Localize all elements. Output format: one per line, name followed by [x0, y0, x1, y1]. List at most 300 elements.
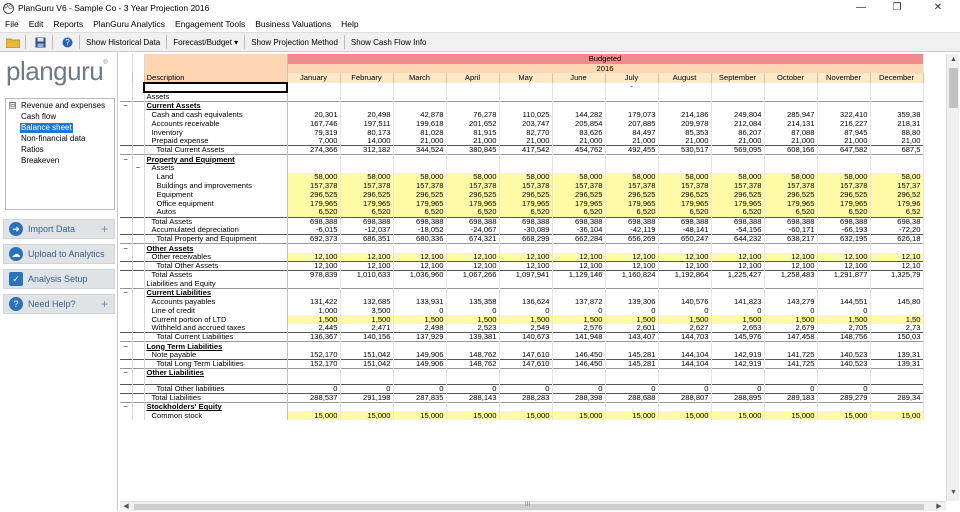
value-cell[interactable] [340, 378, 393, 385]
tree-expander-icon[interactable]: ⊟ [10, 102, 16, 109]
collapse-toggle-icon[interactable] [132, 146, 144, 155]
value-cell[interactable] [764, 244, 817, 253]
value-cell[interactable] [817, 280, 870, 289]
collapse-toggle-icon[interactable] [120, 92, 132, 102]
value-cell[interactable]: 12,100 [605, 253, 658, 262]
row-description[interactable]: Total Property and Equipment [144, 235, 287, 244]
month-header[interactable]: December [870, 73, 923, 83]
value-cell[interactable]: 0 [764, 385, 817, 394]
value-cell[interactable]: 179,965 [499, 199, 552, 208]
value-cell[interactable] [552, 280, 605, 289]
collapse-toggle-icon[interactable] [132, 411, 144, 420]
value-cell[interactable] [287, 101, 340, 110]
value-cell[interactable] [552, 378, 605, 385]
row-description[interactable]: Land [144, 173, 287, 182]
value-cell[interactable]: 2,627 [658, 324, 711, 333]
scroll-left-arrow-icon[interactable]: ◀ [123, 503, 129, 510]
value-cell[interactable] [605, 403, 658, 412]
cell[interactable] [287, 83, 340, 92]
value-cell[interactable]: 88,80 [870, 128, 923, 137]
value-cell[interactable]: 0 [711, 385, 764, 394]
collapse-toggle-icon[interactable] [120, 146, 132, 155]
value-cell[interactable]: 20,301 [287, 110, 340, 119]
tree-item-ratios[interactable]: Ratios [21, 145, 44, 154]
value-cell[interactable]: 140,673 [499, 333, 552, 342]
value-cell[interactable]: 0 [287, 385, 340, 394]
collapse-toggle-icon[interactable] [132, 119, 144, 128]
active-cell[interactable] [144, 83, 287, 92]
vertical-scroll-thumb[interactable] [949, 68, 958, 108]
collapse-toggle-icon[interactable] [132, 271, 144, 280]
value-cell[interactable]: 698,388 [393, 217, 446, 226]
value-cell[interactable]: 151,042 [340, 360, 393, 369]
value-cell[interactable]: 148,762 [446, 360, 499, 369]
collapse-toggle-icon[interactable] [132, 101, 144, 110]
value-cell[interactable]: 569,095 [711, 146, 764, 155]
close-button[interactable]: ✕ [933, 2, 943, 13]
value-cell[interactable] [658, 244, 711, 253]
value-cell[interactable]: 12,100 [658, 253, 711, 262]
value-cell[interactable] [552, 155, 605, 164]
value-cell[interactable]: 179,96 [870, 199, 923, 208]
value-cell[interactable]: 214,131 [764, 119, 817, 128]
row-description[interactable]: Equipment [144, 190, 287, 199]
value-cell[interactable] [287, 280, 340, 289]
value-cell[interactable] [605, 280, 658, 289]
value-cell[interactable] [393, 342, 446, 351]
collapse-toggle-icon[interactable] [120, 315, 132, 324]
value-cell[interactable]: 1,500 [499, 315, 552, 324]
value-cell[interactable] [287, 369, 340, 378]
value-cell[interactable]: 289,183 [764, 394, 817, 403]
collapse-toggle-icon[interactable] [120, 110, 132, 119]
value-cell[interactable]: 21,000 [658, 137, 711, 146]
value-cell[interactable] [499, 369, 552, 378]
value-cell[interactable] [711, 164, 764, 173]
value-cell[interactable]: 3,500 [340, 306, 393, 315]
row-description[interactable]: Note payable [144, 351, 287, 360]
value-cell[interactable]: 21,000 [446, 137, 499, 146]
value-cell[interactable] [393, 244, 446, 253]
value-cell[interactable]: 296,525 [552, 190, 605, 199]
value-cell[interactable]: 0 [817, 385, 870, 394]
value-cell[interactable]: 312,182 [340, 146, 393, 155]
open-folder-button[interactable] [4, 35, 22, 50]
month-header[interactable]: August [658, 73, 711, 83]
value-cell[interactable]: 0 [764, 306, 817, 315]
collapse-toggle-icon[interactable] [120, 199, 132, 208]
value-cell[interactable]: 179,965 [817, 199, 870, 208]
value-cell[interactable] [870, 155, 923, 164]
value-cell[interactable]: 296,525 [605, 190, 658, 199]
value-cell[interactable] [817, 403, 870, 412]
value-cell[interactable] [393, 288, 446, 297]
collapse-toggle-icon[interactable] [132, 110, 144, 119]
value-cell[interactable]: 152,170 [287, 360, 340, 369]
value-cell[interactable]: -30,089 [499, 226, 552, 235]
value-cell[interactable]: 698,38 [870, 217, 923, 226]
collapse-toggle-icon[interactable] [132, 288, 144, 297]
value-cell[interactable] [711, 342, 764, 351]
value-cell[interactable]: 87,945 [817, 128, 870, 137]
collapse-toggle-icon[interactable]: − [120, 403, 132, 412]
value-cell[interactable]: 76,278 [446, 110, 499, 119]
value-cell[interactable] [711, 378, 764, 385]
value-cell[interactable] [552, 288, 605, 297]
value-cell[interactable]: 139,306 [605, 297, 658, 306]
collapse-toggle-icon[interactable] [120, 262, 132, 271]
value-cell[interactable] [605, 244, 658, 253]
value-cell[interactable]: 698,388 [287, 217, 340, 226]
value-cell[interactable] [287, 164, 340, 173]
value-cell[interactable]: 288,688 [605, 394, 658, 403]
value-cell[interactable] [499, 101, 552, 110]
value-cell[interactable]: 85,353 [658, 128, 711, 137]
description-header[interactable]: Description [144, 73, 287, 83]
collapse-toggle-icon[interactable] [120, 306, 132, 315]
value-cell[interactable]: 0 [658, 306, 711, 315]
value-cell[interactable]: 144,703 [658, 333, 711, 342]
value-cell[interactable]: 15,000 [658, 411, 711, 420]
collapse-toggle-icon[interactable] [132, 280, 144, 289]
month-header[interactable]: April [446, 73, 499, 83]
value-cell[interactable]: 0 [393, 385, 446, 394]
collapse-toggle-icon[interactable] [132, 199, 144, 208]
cell[interactable] [711, 83, 764, 92]
value-cell[interactable]: 139,381 [446, 333, 499, 342]
value-cell[interactable]: 1,500 [764, 315, 817, 324]
value-cell[interactable]: 58,000 [340, 173, 393, 182]
collapse-toggle-icon[interactable] [132, 369, 144, 378]
value-cell[interactable]: 197,511 [340, 119, 393, 128]
value-cell[interactable] [499, 342, 552, 351]
collapse-toggle-icon[interactable]: − [120, 155, 132, 164]
value-cell[interactable]: 2,576 [552, 324, 605, 333]
cell[interactable] [764, 83, 817, 92]
value-cell[interactable] [711, 369, 764, 378]
row-description[interactable]: Buildings and improvements [144, 182, 287, 191]
value-cell[interactable]: 179,965 [287, 199, 340, 208]
value-cell[interactable]: 141,823 [711, 297, 764, 306]
collapse-toggle-icon[interactable] [120, 324, 132, 333]
value-cell[interactable]: 58,000 [658, 173, 711, 182]
collapse-toggle-icon[interactable]: − [120, 288, 132, 297]
row-description[interactable]: Total Liabilities [144, 394, 287, 403]
value-cell[interactable]: 136,367 [287, 333, 340, 342]
value-cell[interactable]: 135,358 [446, 297, 499, 306]
collapse-toggle-icon[interactable]: − [132, 164, 144, 173]
value-cell[interactable] [764, 280, 817, 289]
value-cell[interactable] [817, 164, 870, 173]
value-cell[interactable]: 15,00 [870, 411, 923, 420]
value-cell[interactable]: 686,351 [340, 235, 393, 244]
value-cell[interactable] [499, 378, 552, 385]
value-cell[interactable] [658, 164, 711, 173]
value-cell[interactable]: 288,283 [499, 394, 552, 403]
value-cell[interactable]: 110,025 [499, 110, 552, 119]
value-cell[interactable]: 20,498 [340, 110, 393, 119]
value-cell[interactable]: 58,000 [446, 173, 499, 182]
value-cell[interactable]: 291,198 [340, 394, 393, 403]
maximize-button[interactable]: ❐ [892, 2, 902, 13]
value-cell[interactable]: 12,10 [870, 253, 923, 262]
value-cell[interactable]: 157,378 [658, 182, 711, 191]
expand-plus-icon[interactable]: + [100, 222, 108, 236]
value-cell[interactable]: 12,100 [552, 262, 605, 271]
value-cell[interactable]: 2,445 [287, 324, 340, 333]
month-header[interactable]: March [393, 73, 446, 83]
value-cell[interactable] [711, 288, 764, 297]
value-cell[interactable]: 148,762 [446, 351, 499, 360]
value-cell[interactable] [340, 244, 393, 253]
value-cell[interactable]: 144,551 [817, 297, 870, 306]
value-cell[interactable] [446, 342, 499, 351]
value-cell[interactable]: 1,50 [870, 315, 923, 324]
value-cell[interactable]: 58,000 [817, 173, 870, 182]
value-cell[interactable]: 1,225,427 [711, 271, 764, 280]
value-cell[interactable]: 139,31 [870, 360, 923, 369]
forecast-budget-dropdown[interactable]: Forecast/Budget ▾ [173, 37, 239, 47]
value-cell[interactable]: 140,523 [817, 351, 870, 360]
value-cell[interactable]: 0 [658, 385, 711, 394]
analysis-setup-button[interactable] [3, 269, 115, 289]
value-cell[interactable]: 137,929 [393, 333, 446, 342]
value-cell[interactable] [605, 155, 658, 164]
collapse-toggle-icon[interactable] [120, 360, 132, 369]
save-button[interactable] [31, 35, 49, 50]
row-description[interactable]: Total Current Assets [144, 146, 287, 155]
value-cell[interactable]: 0 [605, 385, 658, 394]
collapse-toggle-icon[interactable]: − [120, 244, 132, 253]
value-cell[interactable]: 296,525 [446, 190, 499, 199]
month-header[interactable]: February [340, 73, 393, 83]
value-cell[interactable] [870, 306, 923, 315]
scroll-down-arrow-icon[interactable]: ▼ [950, 489, 957, 496]
collapse-toggle-icon[interactable] [132, 235, 144, 244]
value-cell[interactable]: 15,000 [764, 411, 817, 420]
value-cell[interactable]: -24,067 [446, 226, 499, 235]
collapse-toggle-icon[interactable]: − [120, 369, 132, 378]
value-cell[interactable]: 1,500 [817, 315, 870, 324]
value-cell[interactable]: 492,455 [605, 146, 658, 155]
value-cell[interactable]: -36,104 [552, 226, 605, 235]
value-cell[interactable]: 79,319 [287, 128, 340, 137]
value-cell[interactable] [552, 403, 605, 412]
value-cell[interactable]: 1,036,960 [393, 271, 446, 280]
collapse-toggle-icon[interactable] [132, 190, 144, 199]
value-cell[interactable] [817, 288, 870, 297]
value-cell[interactable] [870, 403, 923, 412]
value-cell[interactable]: 144,104 [658, 360, 711, 369]
show-cash-flow-info-button[interactable]: Show Cash Flow Info [350, 37, 427, 47]
value-cell[interactable]: 21,000 [605, 137, 658, 146]
value-cell[interactable]: 15,000 [711, 411, 764, 420]
value-cell[interactable]: 296,525 [287, 190, 340, 199]
collapse-toggle-icon[interactable] [120, 226, 132, 235]
value-cell[interactable]: 157,378 [340, 182, 393, 191]
value-cell[interactable]: 1,500 [711, 315, 764, 324]
value-cell[interactable]: 15,000 [287, 411, 340, 420]
value-cell[interactable] [658, 369, 711, 378]
value-cell[interactable]: 698,388 [658, 217, 711, 226]
value-cell[interactable]: 179,965 [658, 199, 711, 208]
value-cell[interactable]: 2,471 [340, 324, 393, 333]
value-cell[interactable]: 687,5 [870, 146, 923, 155]
collapse-toggle-icon[interactable] [120, 128, 132, 137]
upload-to-analytics-button[interactable] [3, 244, 115, 264]
value-cell[interactable]: 288,895 [711, 394, 764, 403]
value-cell[interactable]: 0 [393, 306, 446, 315]
collapse-toggle-icon[interactable] [120, 280, 132, 289]
value-cell[interactable] [446, 378, 499, 385]
value-cell[interactable]: 15,000 [817, 411, 870, 420]
collapse-toggle-icon[interactable] [120, 385, 132, 394]
value-cell[interactable]: 0 [552, 306, 605, 315]
value-cell[interactable]: 1,000 [287, 306, 340, 315]
row-description[interactable]: Long Term Liabilities [144, 342, 287, 351]
value-cell[interactable]: 0 [446, 385, 499, 394]
row-description[interactable]: Stockholders' Equity [144, 403, 287, 412]
collapse-toggle-icon[interactable] [132, 253, 144, 262]
value-cell[interactable]: 285,947 [764, 110, 817, 119]
value-cell[interactable]: 656,269 [605, 235, 658, 244]
value-cell[interactable] [605, 92, 658, 102]
value-cell[interactable]: 218,31 [870, 119, 923, 128]
value-cell[interactable] [446, 101, 499, 110]
value-cell[interactable]: 6,520 [658, 208, 711, 217]
value-cell[interactable]: 157,37 [870, 182, 923, 191]
row-description[interactable]: Assets [144, 164, 287, 173]
value-cell[interactable]: 12,100 [605, 262, 658, 271]
value-cell[interactable]: 0 [605, 306, 658, 315]
value-cell[interactable]: 0 [711, 306, 764, 315]
value-cell[interactable]: 157,378 [499, 182, 552, 191]
month-header[interactable]: September [711, 73, 764, 83]
value-cell[interactable]: 12,100 [764, 253, 817, 262]
value-cell[interactable]: 2,601 [605, 324, 658, 333]
value-cell[interactable]: 58,000 [552, 173, 605, 182]
value-cell[interactable]: 417,542 [499, 146, 552, 155]
value-cell[interactable] [499, 280, 552, 289]
value-cell[interactable]: 296,525 [764, 190, 817, 199]
value-cell[interactable]: 12,100 [817, 262, 870, 271]
value-cell[interactable]: 698,388 [446, 217, 499, 226]
value-cell[interactable]: 288,537 [287, 394, 340, 403]
value-cell[interactable] [446, 92, 499, 102]
value-cell[interactable] [870, 342, 923, 351]
value-cell[interactable]: 179,965 [711, 199, 764, 208]
value-cell[interactable]: 7,000 [287, 137, 340, 146]
value-cell[interactable]: 698,388 [817, 217, 870, 226]
value-cell[interactable] [711, 155, 764, 164]
row-description[interactable]: Prepaid expense [144, 137, 287, 146]
value-cell[interactable]: 157,378 [287, 182, 340, 191]
value-cell[interactable]: 145,281 [605, 360, 658, 369]
value-cell[interactable]: 157,378 [605, 182, 658, 191]
horizontal-scrollbar[interactable] [120, 501, 946, 511]
cell[interactable] [658, 83, 711, 92]
row-description[interactable]: Total Long Term Liabilities [144, 360, 287, 369]
value-cell[interactable]: 1,500 [393, 315, 446, 324]
value-cell[interactable] [764, 288, 817, 297]
value-cell[interactable]: 58,000 [287, 173, 340, 182]
value-cell[interactable] [287, 92, 340, 102]
value-cell[interactable]: 698,388 [605, 217, 658, 226]
value-cell[interactable] [658, 155, 711, 164]
value-cell[interactable]: 150,03 [870, 333, 923, 342]
value-cell[interactable]: 58,000 [499, 173, 552, 182]
value-cell[interactable]: -66,193 [817, 226, 870, 235]
value-cell[interactable]: -18,052 [393, 226, 446, 235]
value-cell[interactable]: 288,143 [446, 394, 499, 403]
value-cell[interactable]: 0 [552, 385, 605, 394]
value-cell[interactable] [446, 288, 499, 297]
value-cell[interactable] [605, 101, 658, 110]
value-cell[interactable] [605, 342, 658, 351]
value-cell[interactable]: 147,610 [499, 360, 552, 369]
value-cell[interactable]: 1,500 [340, 315, 393, 324]
value-cell[interactable] [764, 378, 817, 385]
value-cell[interactable]: 142,919 [711, 360, 764, 369]
collapse-toggle-icon[interactable] [132, 403, 144, 412]
value-cell[interactable]: 2,498 [393, 324, 446, 333]
value-cell[interactable]: 638,217 [764, 235, 817, 244]
cell[interactable] [340, 83, 393, 92]
value-cell[interactable]: 2,549 [499, 324, 552, 333]
month-header[interactable]: July [605, 73, 658, 83]
value-cell[interactable]: 157,378 [711, 182, 764, 191]
value-cell[interactable]: 146,450 [552, 360, 605, 369]
row-description[interactable]: Accounts payables [144, 297, 287, 306]
collapse-toggle-icon[interactable] [132, 342, 144, 351]
value-cell[interactable] [446, 280, 499, 289]
value-cell[interactable] [393, 164, 446, 173]
value-cell[interactable] [287, 244, 340, 253]
row-description[interactable]: Total Assets [144, 271, 287, 280]
tree-item-revenue-expenses[interactable]: Revenue and expenses [21, 101, 106, 110]
collapse-toggle-icon[interactable] [120, 119, 132, 128]
cell[interactable] [393, 83, 446, 92]
menu-help[interactable]: Help [341, 19, 359, 29]
value-cell[interactable] [393, 92, 446, 102]
value-cell[interactable] [764, 164, 817, 173]
cell[interactable] [499, 83, 552, 92]
value-cell[interactable]: 131,422 [287, 297, 340, 306]
value-cell[interactable] [870, 385, 923, 394]
value-cell[interactable] [605, 288, 658, 297]
value-cell[interactable]: 15,000 [552, 411, 605, 420]
row-description[interactable]: Total Other liabilities [144, 385, 287, 394]
value-cell[interactable]: 179,965 [446, 199, 499, 208]
value-cell[interactable] [340, 92, 393, 102]
value-cell[interactable]: 149,906 [393, 351, 446, 360]
value-cell[interactable]: 1,010,633 [340, 271, 393, 280]
tree-item-breakeven[interactable]: Breakeven [21, 156, 60, 165]
row-description[interactable]: Accumulated depreciation [144, 226, 287, 235]
value-cell[interactable]: 2,653 [711, 324, 764, 333]
collapse-toggle-icon[interactable] [120, 411, 132, 420]
value-cell[interactable]: 157,378 [446, 182, 499, 191]
value-cell[interactable]: 12,100 [817, 253, 870, 262]
value-cell[interactable] [552, 101, 605, 110]
value-cell[interactable]: 632,195 [817, 235, 870, 244]
collapse-toggle-icon[interactable] [132, 324, 144, 333]
row-description[interactable]: Other Assets [144, 244, 287, 253]
collapse-toggle-icon[interactable] [132, 173, 144, 182]
value-cell[interactable]: 1,067,266 [446, 271, 499, 280]
collapse-toggle-icon[interactable] [132, 297, 144, 306]
value-cell[interactable]: 145,976 [711, 333, 764, 342]
